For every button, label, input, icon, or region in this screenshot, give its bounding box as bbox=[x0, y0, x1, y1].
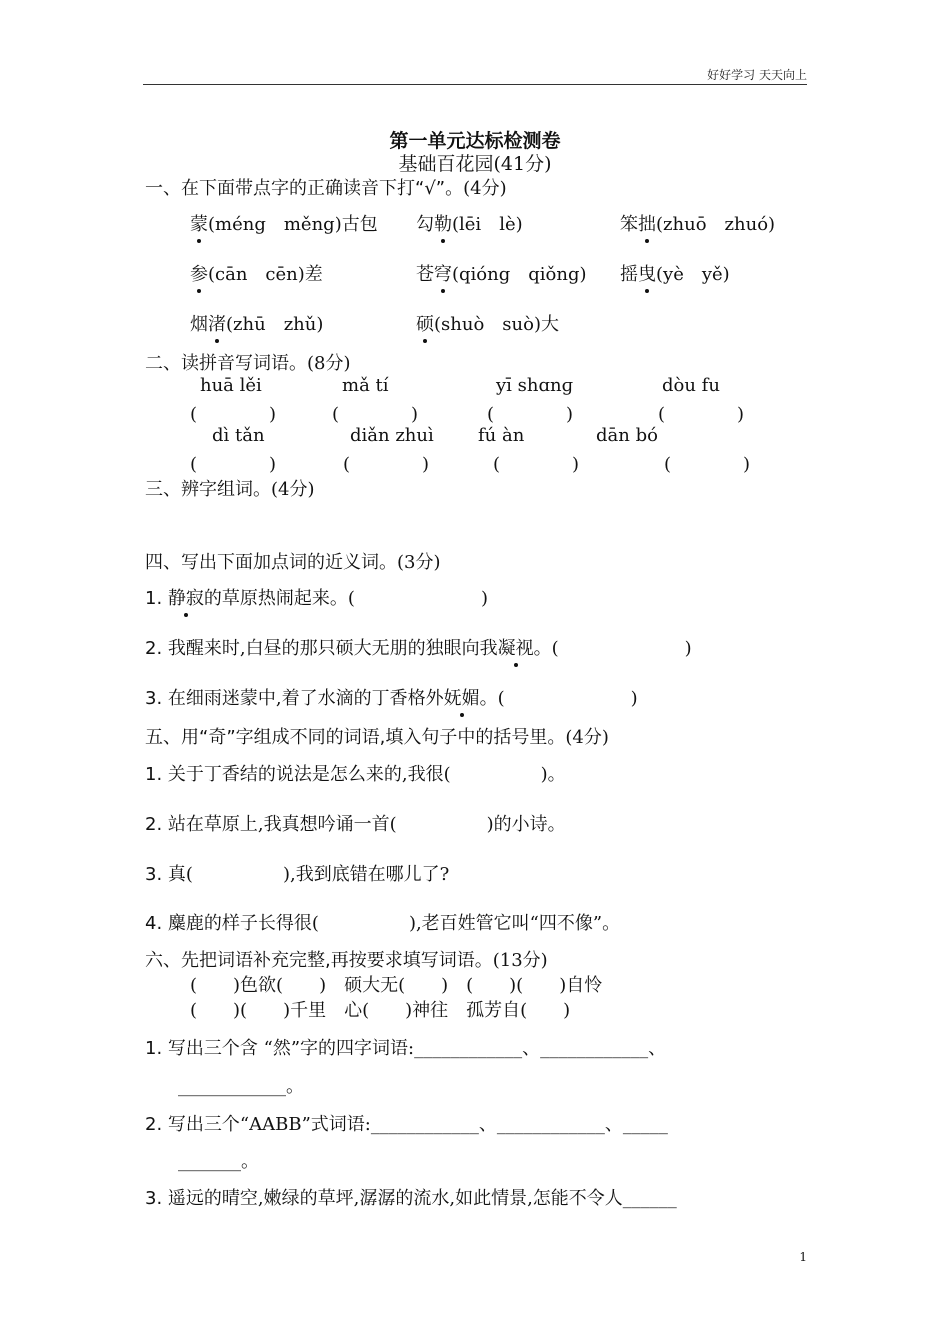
dotted-char: 蒙 bbox=[190, 210, 208, 236]
write-question: 3. 遥远的晴空,嫩绿的草坪,潺潺的流水,如此情景,怎能不令人______ bbox=[145, 1188, 677, 1209]
dotted-word: 静寂 bbox=[168, 584, 204, 610]
pinyin-item: 蒙(méng měng)古包 bbox=[190, 210, 378, 236]
answer-blank[interactable]: ( ) bbox=[332, 404, 419, 425]
section-1-points: (4分) bbox=[463, 178, 507, 199]
answer-blank[interactable]: ( ) bbox=[493, 454, 580, 475]
section-4-label: 四、写出下面加点词的近义词。 bbox=[145, 552, 397, 573]
dotted-char: 硕 bbox=[416, 310, 434, 336]
answer-blank[interactable]: ( ) bbox=[664, 454, 751, 475]
pinyin-item: 笨拙(zhuō zhuó) bbox=[620, 210, 775, 236]
pinyin-word: dān bó bbox=[596, 425, 658, 446]
dotted-char: 穹 bbox=[434, 260, 452, 286]
pinyin-item: 烟渚(zhū zhǔ) bbox=[190, 310, 323, 336]
section-4-heading bbox=[145, 548, 441, 574]
section-6-points: (13分) bbox=[492, 950, 548, 971]
pinyin-item: 摇曳(yè yě) bbox=[620, 260, 730, 286]
section-1-label: 一、在下面带点字的正确读音下打“√”。 bbox=[145, 178, 464, 199]
section-2-label: 二、读拼音写词语。 bbox=[145, 353, 307, 374]
page-number: 1 bbox=[799, 1250, 807, 1264]
pinyin-word: dì tǎn bbox=[212, 425, 265, 446]
section-3-points: (4分) bbox=[271, 479, 315, 500]
section-3-label: 三、辨字组词。 bbox=[145, 479, 271, 500]
section-3-heading bbox=[145, 475, 315, 501]
synonym-question: 2. 我醒来时,白昼的那只硕大无朋的独眼向我凝视。( ) bbox=[145, 634, 692, 660]
section-2-points: (8分) bbox=[307, 353, 351, 374]
write-question-continued: _______。 bbox=[178, 1151, 259, 1172]
synonym-question: 3. 在细雨迷蒙中,着了水滴的丁香格外妩媚。( ) bbox=[145, 684, 638, 710]
answer-blank[interactable]: ( ) bbox=[487, 404, 574, 425]
synonym-question: 1. 静寂的草原热闹起来。( ) bbox=[145, 584, 488, 610]
pinyin-word: fú àn bbox=[478, 425, 525, 446]
dotted-char: 参 bbox=[190, 260, 208, 286]
dotted-char: 曳 bbox=[638, 260, 656, 286]
page-subtitle: 基础百花园(41分) bbox=[398, 153, 552, 175]
pinyin-word: yī shɑnɡ bbox=[496, 375, 574, 396]
section-5-heading bbox=[145, 723, 609, 749]
answer-blank[interactable]: ( ) bbox=[190, 404, 277, 425]
fill-question: 1. 关于丁香结的说法是怎么来的,我很( )。 bbox=[145, 764, 566, 785]
section-4-points: (3分) bbox=[397, 552, 441, 573]
dotted-char: 渚 bbox=[208, 310, 226, 336]
header-rule bbox=[143, 84, 807, 85]
section-5-label: 五、用“奇”字组成不同的词语,填入句子中的括号里。 bbox=[145, 727, 566, 748]
section-1-heading bbox=[145, 174, 507, 200]
pinyin-word: dòu fu bbox=[662, 375, 720, 396]
write-question-continued: ____________。 bbox=[178, 1076, 304, 1097]
answer-blank[interactable]: ( ) bbox=[658, 404, 745, 425]
pinyin-item: 硕(shuò suò)大 bbox=[416, 310, 559, 336]
header-motto: 好好学习 天天向上 bbox=[707, 68, 807, 82]
pinyin-item: 苍穹(qióng qiǒng) bbox=[416, 260, 587, 286]
write-question: 2. 写出三个“AABB”式词语:____________、____________、_____ bbox=[145, 1114, 668, 1135]
write-question: 1. 写出三个含 “然”字的四字词语:____________、____________、 bbox=[145, 1038, 667, 1059]
section-6-heading bbox=[145, 946, 548, 972]
fill-question: 2. 站在草原上,我真想吟诵一首( )的小诗。 bbox=[145, 814, 566, 835]
pinyin-item: 参(cān cēn)差 bbox=[190, 260, 323, 286]
pinyin-item: 勾勒(lēi lè) bbox=[416, 210, 523, 236]
pinyin-word: diǎn zhuì bbox=[350, 425, 434, 446]
fill-question: 4. 麋鹿的样子长得很( ),老百姓管它叫“四不像”。 bbox=[145, 913, 621, 934]
section-5-points: (4分) bbox=[565, 727, 609, 748]
idiom-line: ( )色欲( ) 硕大无( ) ( )( )自怜 bbox=[190, 975, 603, 996]
dotted-word: 妩媚 bbox=[444, 684, 480, 710]
answer-blank[interactable]: ( ) bbox=[190, 454, 277, 475]
page-title: 第一单元达标检测卷 bbox=[389, 130, 561, 152]
idiom-line: ( )( )千里 心( )神往 孤芳自( ) bbox=[190, 1000, 571, 1021]
section-2-heading bbox=[145, 349, 351, 375]
dotted-word: 凝视 bbox=[498, 634, 534, 660]
section-6-label: 六、先把词语补充完整,再按要求填写词语。 bbox=[145, 950, 493, 971]
dotted-char: 拙 bbox=[638, 210, 656, 236]
pinyin-word: huā lěi bbox=[200, 375, 262, 396]
answer-blank[interactable]: ( ) bbox=[343, 454, 430, 475]
dotted-char: 勒 bbox=[434, 210, 452, 236]
fill-question: 3. 真( ),我到底错在哪儿了? bbox=[145, 864, 450, 885]
pinyin-word: mǎ tí bbox=[342, 375, 389, 396]
